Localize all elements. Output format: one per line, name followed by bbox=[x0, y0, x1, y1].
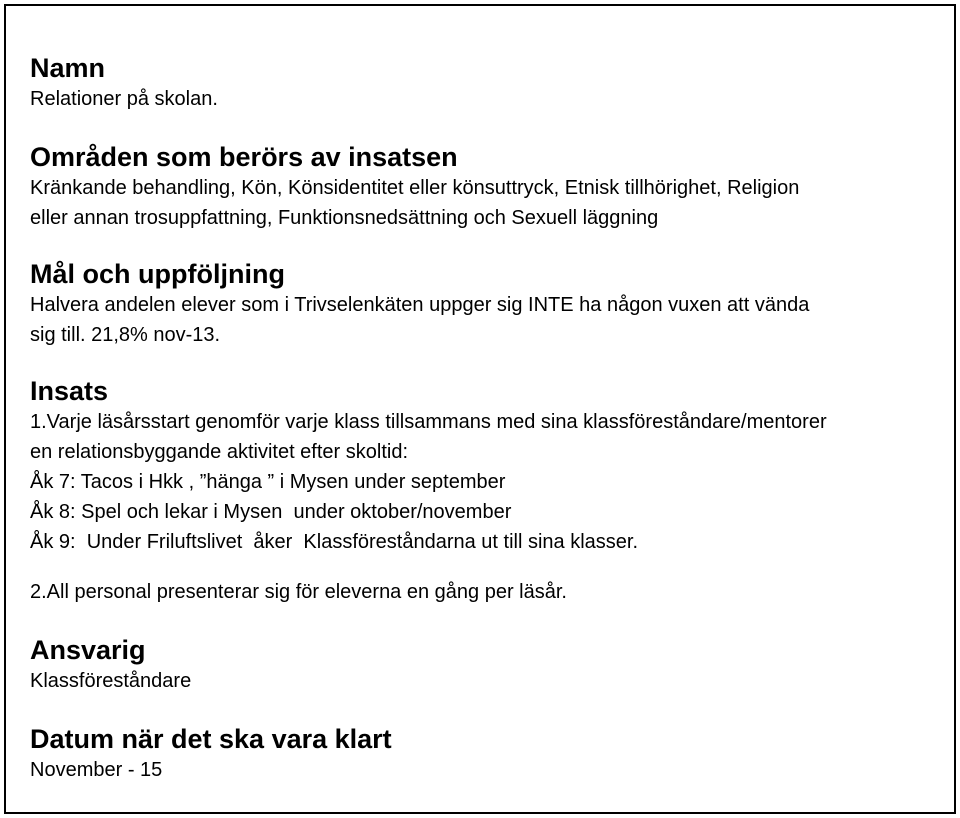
namn-text: Relationer på skolan. bbox=[30, 88, 218, 110]
insats-line: Åk 7: Tacos i Hkk , ”hänga ” i Mysen under september bbox=[30, 471, 506, 493]
section-insats bbox=[30, 375, 940, 607]
omraden-text bbox=[30, 173, 940, 233]
ansvarig-heading: Ansvarig bbox=[30, 635, 146, 665]
insats-text bbox=[30, 407, 940, 557]
section-ansvarig bbox=[30, 634, 940, 696]
insats-line: en relationsbyggande aktivitet efter skoltid: bbox=[30, 441, 408, 463]
insats-line: 1.Varje läsårsstart genomför varje klass tillsammans med sina klassföreståndare/mentorer bbox=[30, 411, 827, 433]
insats-line: Åk 9: Under Friluftslivet åker Klassföreståndarna ut till sina klasser. bbox=[30, 531, 639, 553]
omraden-line: eller annan trosuppfattning, Funktionsnedsättning och Sexuell läggning bbox=[30, 207, 659, 229]
section-namn bbox=[30, 52, 940, 114]
section-datum bbox=[30, 723, 940, 785]
datum-heading: Datum när det ska vara klart bbox=[30, 724, 392, 754]
mal-line: sig till. 21,8% nov-13. bbox=[30, 324, 221, 346]
insats-heading: Insats bbox=[30, 376, 109, 406]
namn-heading: Namn bbox=[30, 53, 106, 83]
omraden-heading: Områden som berörs av insatsen bbox=[30, 142, 458, 172]
omraden-line: Kränkande behandling, Kön, Könsidentitet eller könsuttryck, Etnisk tillhörighet, Religion bbox=[30, 177, 800, 199]
section-omraden bbox=[30, 141, 940, 233]
mal-line: Halvera andelen elever som i Trivselenkäten uppger sig INTE ha någon vuxen att vända bbox=[30, 294, 810, 316]
ansvarig-text: Klassföreståndare bbox=[30, 670, 192, 692]
datum-text: November - 15 bbox=[30, 759, 163, 781]
insats-line: Åk 8: Spel och lekar i Mysen under oktober/november bbox=[30, 501, 512, 523]
section-mal bbox=[30, 258, 940, 350]
insats-point-2: 2.All personal presenterar sig för eleverna en gång per läsår. bbox=[30, 581, 567, 603]
mal-text bbox=[30, 290, 940, 350]
mal-heading: Mål och uppföljning bbox=[30, 259, 285, 289]
